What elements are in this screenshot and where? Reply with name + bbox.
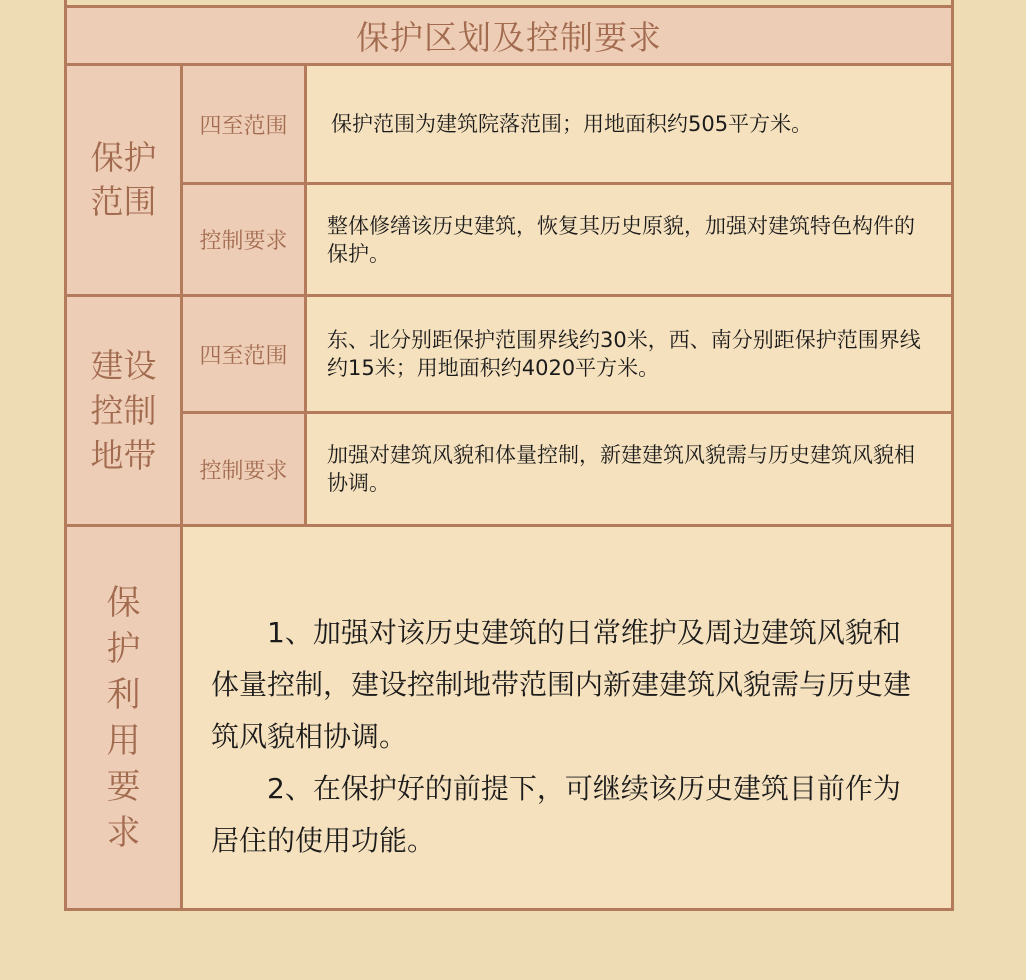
section-label-line: 范围 [90, 182, 157, 221]
content-zone-control [307, 414, 951, 527]
content-text: 东、北分别距保护范围界线约30米，西、南分别距保护范围界线约15米；用地面积约4020平方米。 [327, 328, 921, 380]
usage-label-char: 要 [106, 766, 141, 807]
sub-label-boundary: 四至范围 [183, 66, 307, 185]
content-protection-boundary [307, 66, 951, 185]
sub-label-control: 控制要求 [183, 185, 307, 297]
sub-label-boundary: 四至范围 [183, 297, 307, 414]
section-label-line: 建设 [90, 346, 157, 385]
content-zone-boundary [307, 297, 951, 414]
top-border-band [67, 0, 951, 8]
protection-table [64, 0, 954, 911]
sub-label-control: 控制要求 [183, 414, 307, 527]
usage-requirements-content [183, 527, 951, 908]
table-title: 保护区划及控制要求 [67, 8, 951, 66]
content-text: 加强对建筑风貌和体量控制，新建建筑风貌需与历史建筑风貌相协调。 [327, 443, 915, 495]
section-label-line: 保护 [90, 138, 157, 177]
usage-label-char: 保 [106, 582, 141, 623]
usage-label-char: 用 [106, 720, 141, 761]
content-text: 整体修缮该历史建筑，恢复其历史原貌，加强对建筑特色构件的保护。 [327, 213, 915, 266]
usage-paragraph-1: 1、加强对该历史建筑的日常维护及周边建筑风貌和体量控制，建设控制地带范围内新建建筑风貌需与历史建筑风貌相协调。 [211, 616, 912, 753]
section-label-line: 地带 [90, 436, 157, 475]
section-label-protection-scope [67, 66, 183, 297]
section-label-usage-requirements [67, 527, 183, 908]
usage-paragraph-2: 2、在保护好的前提下，可继续该历史建筑目前作为居住的使用功能。 [211, 772, 901, 857]
section-label-construction-control-zone [67, 297, 183, 527]
usage-label-char: 求 [106, 812, 141, 853]
section-label-line: 控制 [90, 391, 157, 430]
content-protection-control [307, 185, 951, 297]
usage-label-char: 护 [106, 628, 141, 669]
usage-label-char: 利 [106, 674, 141, 715]
content-text: 保护范围为建筑院落范围；用地面积约505平方米。 [331, 112, 813, 136]
